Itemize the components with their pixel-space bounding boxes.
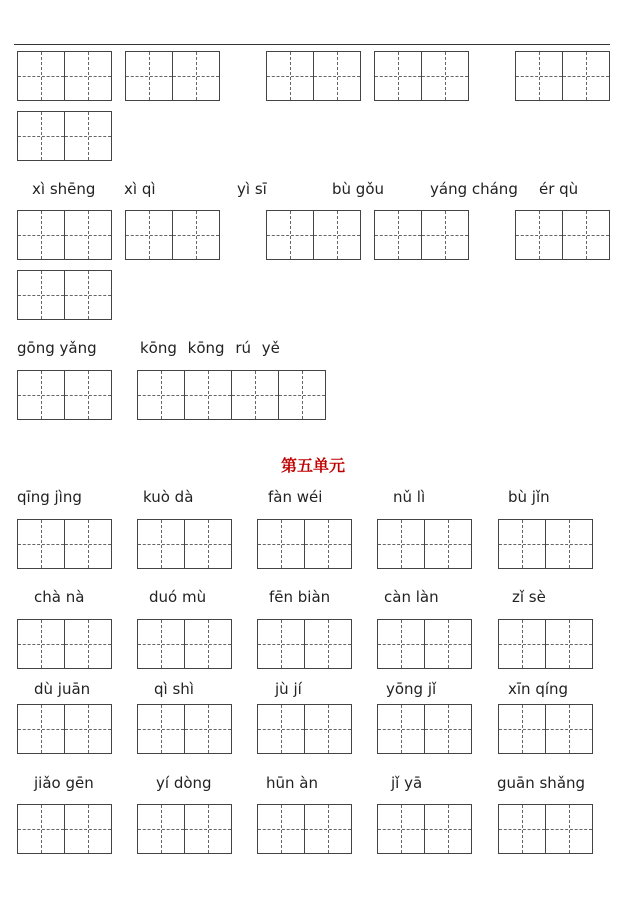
writing-cell[interactable] [17, 704, 65, 754]
pinyin-label: yōng jǐ [386, 680, 437, 698]
writing-cell[interactable] [184, 519, 232, 569]
writing-cell[interactable] [64, 111, 112, 161]
writing-grid[interactable] [17, 270, 112, 320]
writing-grid[interactable] [17, 804, 112, 854]
writing-grid[interactable] [377, 619, 472, 669]
writing-cell[interactable] [304, 619, 352, 669]
writing-cell[interactable] [377, 619, 425, 669]
pinyin-label: duó mù [149, 588, 207, 606]
pinyin-label: qì shì [154, 680, 194, 698]
writing-grid[interactable] [377, 704, 472, 754]
writing-cell[interactable] [137, 519, 185, 569]
writing-grid[interactable] [17, 519, 112, 569]
writing-cell[interactable] [17, 804, 65, 854]
pinyin-label: nǔ lì [393, 488, 426, 506]
writing-cell[interactable] [498, 619, 546, 669]
writing-cell[interactable] [184, 704, 232, 754]
writing-cell[interactable] [266, 51, 314, 101]
writing-cell[interactable] [424, 704, 472, 754]
pinyin-label: zǐ sè [512, 588, 546, 606]
writing-grid[interactable] [17, 111, 112, 161]
pinyin-label: dù juān [34, 680, 91, 698]
pinyin-label: hūn àn [266, 774, 318, 792]
writing-cell[interactable] [424, 519, 472, 569]
writing-cell[interactable] [545, 704, 593, 754]
writing-cell[interactable] [64, 619, 112, 669]
writing-cell[interactable] [257, 519, 305, 569]
writing-cell[interactable] [64, 51, 112, 101]
writing-cell[interactable] [424, 619, 472, 669]
pinyin-label: bù jǐn [508, 488, 550, 506]
writing-cell[interactable] [278, 370, 326, 420]
writing-cell[interactable] [421, 51, 469, 101]
writing-cell[interactable] [184, 370, 232, 420]
writing-grid[interactable] [498, 704, 593, 754]
pinyin-label: jù jí [275, 680, 302, 698]
writing-cell[interactable] [17, 51, 65, 101]
writing-grid[interactable] [515, 210, 610, 260]
writing-cell[interactable] [64, 210, 112, 260]
writing-cell[interactable] [17, 370, 65, 420]
writing-cell[interactable] [125, 51, 173, 101]
writing-grid[interactable] [498, 804, 593, 854]
writing-cell[interactable] [137, 619, 185, 669]
pinyin-label: yí dòng [156, 774, 212, 792]
writing-cell[interactable] [257, 804, 305, 854]
writing-grid[interactable] [17, 210, 112, 260]
writing-grid[interactable] [137, 370, 326, 420]
writing-grid[interactable] [266, 51, 361, 101]
writing-grid[interactable] [257, 804, 352, 854]
pinyin-label: fēn biàn [269, 588, 331, 606]
writing-cell[interactable] [184, 804, 232, 854]
writing-cell[interactable] [377, 804, 425, 854]
writing-cell[interactable] [562, 210, 610, 260]
writing-cell[interactable] [424, 804, 472, 854]
unit-title: 第五单元 [280, 456, 345, 475]
pinyin-label: kuò dà [143, 488, 194, 506]
writing-cell[interactable] [172, 210, 220, 260]
writing-cell[interactable] [17, 270, 65, 320]
writing-cell[interactable] [377, 704, 425, 754]
writing-grid[interactable] [257, 519, 352, 569]
pinyin-label: càn làn [384, 588, 439, 606]
writing-cell[interactable] [304, 704, 352, 754]
writing-cell[interactable] [17, 619, 65, 669]
top-rule [14, 44, 610, 45]
writing-cell[interactable] [377, 519, 425, 569]
writing-grid[interactable] [377, 519, 472, 569]
pinyin-label: xīn qíng [508, 680, 569, 698]
writing-cell[interactable] [137, 804, 185, 854]
writing-grid[interactable] [374, 210, 469, 260]
writing-cell[interactable] [64, 704, 112, 754]
pinyin-label: jǐ yā [391, 774, 423, 792]
writing-cell[interactable] [184, 619, 232, 669]
writing-cell[interactable] [498, 804, 546, 854]
writing-cell[interactable] [498, 704, 546, 754]
writing-grid[interactable] [17, 704, 112, 754]
writing-grid[interactable] [374, 51, 469, 101]
writing-grid[interactable] [137, 804, 232, 854]
pinyin-label: bù gǒu [332, 180, 385, 198]
writing-grid[interactable] [125, 51, 220, 101]
writing-grid[interactable] [17, 370, 112, 420]
pinyin-label: kōng kōng rú yě [140, 339, 280, 357]
pinyin-label: chà nà [34, 588, 85, 606]
writing-cell[interactable] [304, 804, 352, 854]
pinyin-label: jiǎo gēn [34, 774, 94, 792]
writing-grid[interactable] [257, 619, 352, 669]
writing-cell[interactable] [313, 210, 361, 260]
writing-grid[interactable] [137, 519, 232, 569]
writing-grid[interactable] [17, 51, 112, 101]
writing-cell[interactable] [313, 51, 361, 101]
writing-grid[interactable] [137, 619, 232, 669]
writing-grid[interactable] [377, 804, 472, 854]
writing-cell[interactable] [137, 704, 185, 754]
pinyin-label: xì qì [124, 180, 156, 198]
writing-cell[interactable] [231, 370, 279, 420]
writing-cell[interactable] [304, 519, 352, 569]
writing-cell[interactable] [64, 804, 112, 854]
writing-cell[interactable] [64, 370, 112, 420]
writing-cell[interactable] [17, 111, 65, 161]
pinyin-label: yáng cháng [430, 180, 518, 198]
pinyin-label: qīng jìng [17, 488, 82, 506]
writing-cell[interactable] [172, 51, 220, 101]
writing-cell[interactable] [17, 519, 65, 569]
writing-cell[interactable] [17, 210, 65, 260]
writing-cell[interactable] [421, 210, 469, 260]
writing-cell[interactable] [137, 370, 185, 420]
writing-cell[interactable] [374, 51, 422, 101]
writing-cell[interactable] [64, 519, 112, 569]
pinyin-label: yì sī [237, 180, 267, 198]
writing-grid[interactable] [137, 704, 232, 754]
writing-cell[interactable] [498, 519, 546, 569]
writing-cell[interactable] [515, 51, 563, 101]
pinyin-label: gōng yǎng [17, 339, 97, 357]
writing-cell[interactable] [545, 519, 593, 569]
writing-grid[interactable] [257, 704, 352, 754]
writing-cell[interactable] [562, 51, 610, 101]
pinyin-label: fàn wéi [268, 488, 323, 506]
writing-grid[interactable] [515, 51, 610, 101]
pinyin-label: xì shēng [32, 180, 96, 198]
writing-cell[interactable] [545, 804, 593, 854]
writing-grid[interactable] [17, 619, 112, 669]
writing-cell[interactable] [257, 704, 305, 754]
writing-cell[interactable] [515, 210, 563, 260]
writing-grid[interactable] [498, 619, 593, 669]
writing-grid[interactable] [125, 210, 220, 260]
pinyin-label: ér qù [539, 180, 579, 198]
pinyin-label: guān shǎng [497, 774, 586, 792]
writing-cell[interactable] [374, 210, 422, 260]
writing-cell[interactable] [257, 619, 305, 669]
writing-cell[interactable] [266, 210, 314, 260]
writing-cell[interactable] [545, 619, 593, 669]
writing-grid[interactable] [498, 519, 593, 569]
writing-cell[interactable] [64, 270, 112, 320]
writing-grid[interactable] [266, 210, 361, 260]
writing-cell[interactable] [125, 210, 173, 260]
